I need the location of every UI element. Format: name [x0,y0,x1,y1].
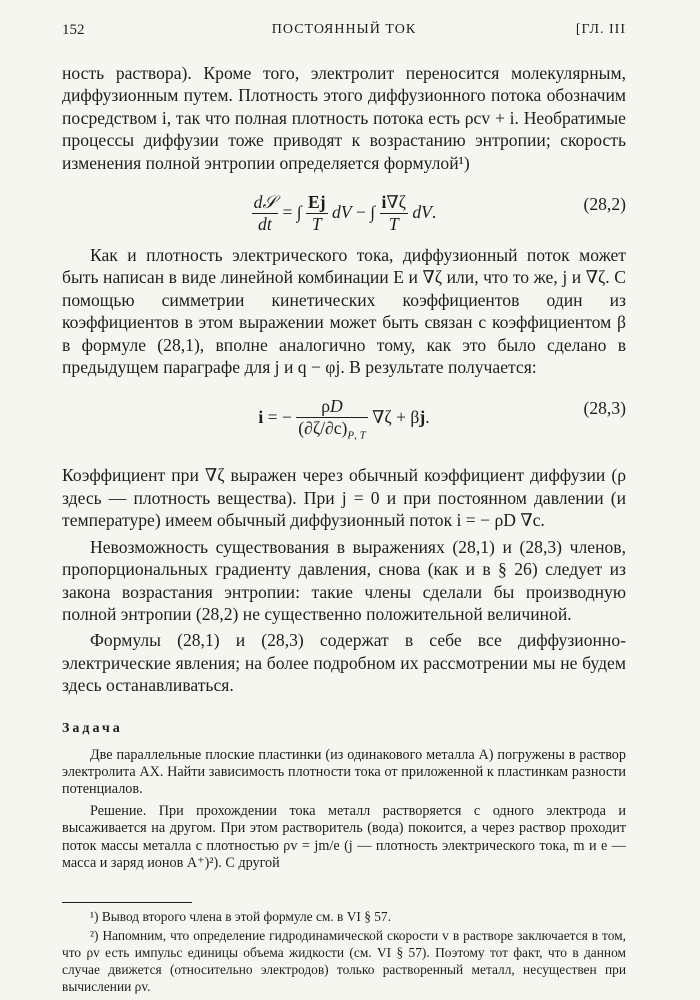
problem-solution: Решение. При прохождении тока металл растворяется с одного электрода и высаживается на другом. При этом растворитель (вода) покоится, а через раствор проходит поток массы металла с плотностью ρv = jm/e (j — плотность электрического тока, m и e — масса и заряд ионов A⁺)²). С другой [62,802,626,871]
footnote-1: ¹) Вывод второго члена в этой формуле см. в VI § 57. [90,909,391,925]
footnote-divider [62,902,192,903]
equation-28-3: i = − $\frac{\rho D}{(\partial\zeta/\partial c)_{P, T}}$ ∇ζ + βj. (28,3) [258,396,626,442]
footnote-2: ²) Напомним, что определение гидродинамической скорости v в растворе заключается в том, что ρv есть импульс единицы объема жидкости (см. VI § 57). Поэтому тот факт, что в данном случае движется (относительно электродов) только растворенный металл, несуществен при вычислении ρv. [62,928,626,994]
running-title: ПОСТОЯННЫЙ ТОК [271,22,417,37]
paragraph-4: Невозможность существования в выражениях (28,1) и (28,3) членов, пропорциональных градиенту давления, снова (как и в § 26) следует из закона возрастания энтропии: такие члены сделали бы производную полной энтропии (28,2) не существенно положительной величиной. [62,536,626,624]
page-number: 152 [62,22,85,38]
paragraph-3: Коэффициент при ∇ζ выражен через обычный коэффициент диффузии (ρ здесь — плотность вещества). При j = 0 и при постоянном давлении (и температуре) имеем обычный диффузионный поток i = − ρD ∇c. [62,465,626,531]
problem-statement: Две параллельные плоские пластинки (из одинакового металла A) погружены в раствор электролита AX. Найти зависимость плотности тока от приложенной к пластинкам разности потенциалов. [62,746,626,798]
chapter-label: [ГЛ. III [575,22,626,37]
paragraph-5: Формулы (28,1) и (28,3) содержат в себе все диффузионно-электрические явления; на более подробном их рассмотрении мы не будем здесь останавливаться. [62,630,626,696]
page-header [62,22,626,46]
paragraph-2: Как и плотность электрического тока, диффузионный поток может быть написан в виде линейной комбинации E и ∇ζ или, что то же, j и ∇ζ. С помощью симметрии кинетических коэффициентов один из коэффициентов в этом выражении может быть связан с коэффициентом β в формуле (28,1), вполне аналогично тому, как это было сделано в предыдущем параграфе для j и q − φj. В результате получается: [62,245,626,378]
equation-28-2: $\frac{\text{d𝒮}}{dt}$ = ∫ $\frac{Ej}{T}$ dV − ∫ $\frac{i\nabla\zeta}{T}$ dV. (28,2) [253,192,626,235]
equation-label: (28,3) [583,398,626,419]
problem-title: Задача [62,720,123,736]
paragraph-1: ность раствора). Кроме того, электролит переносится молекулярным, диффузионным путем. Плотность этого диффузионного потока обозначим посредством i, так что полная плотность потока есть ρcv + i. Необратимые процессы диффузии тоже приводят к возрастанию энтропии; скорость изменения полной энтропии определяется формулой¹) [62,63,626,173]
page [62,22,626,995]
equation-label: (28,2) [583,194,626,215]
